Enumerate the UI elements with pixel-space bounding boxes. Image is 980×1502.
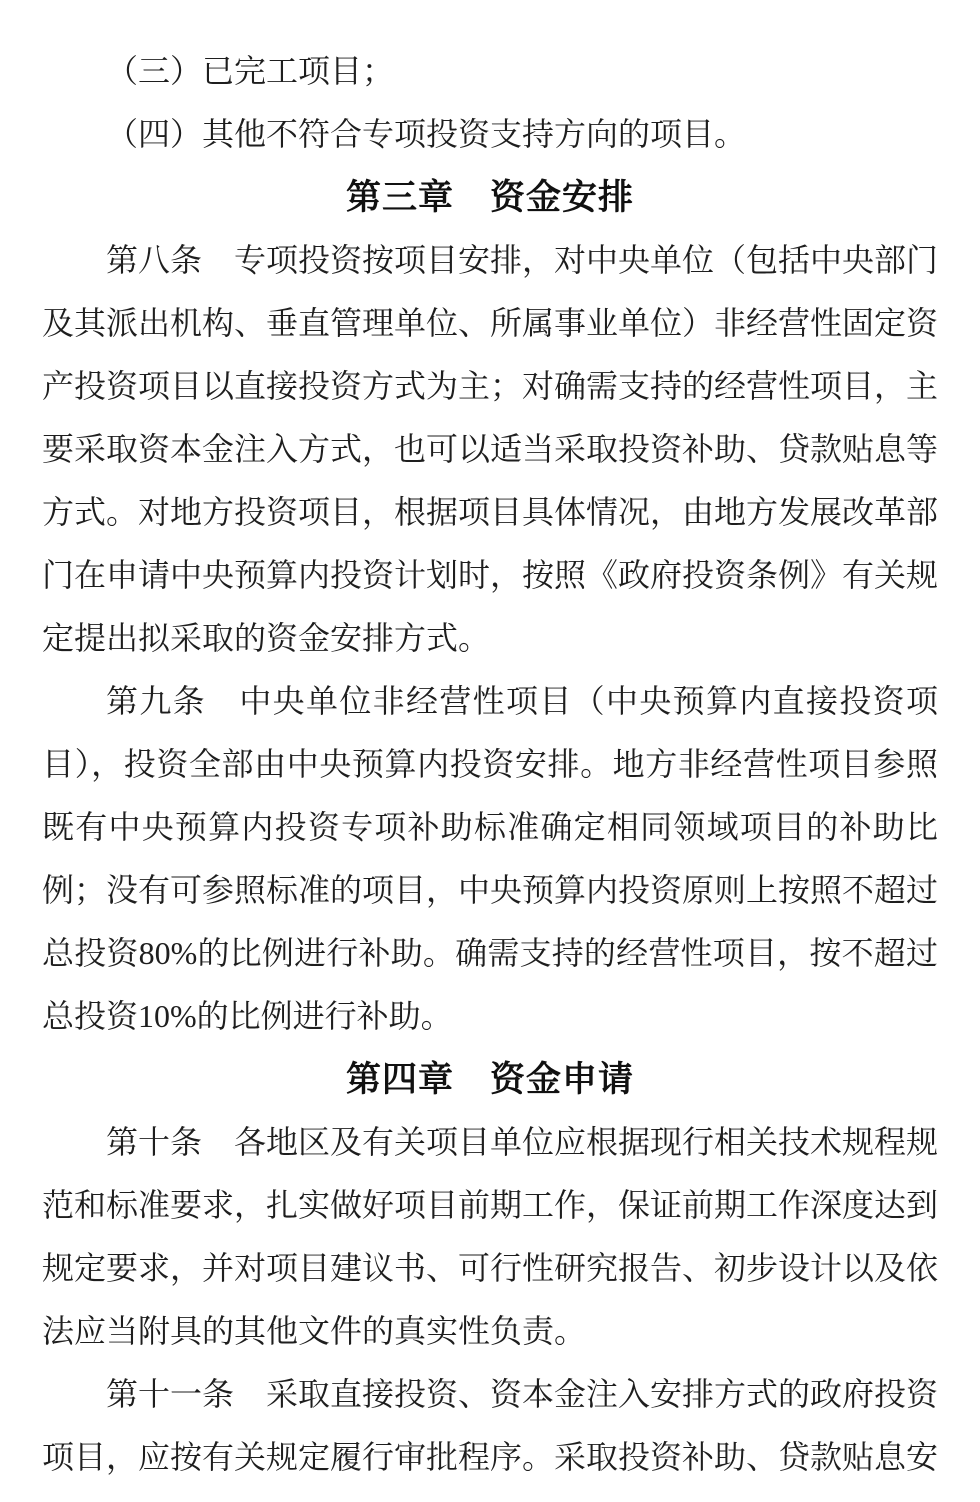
article-10-paragraph: 第十条 各地区及有关项目单位应根据现行相关技术规程规范和标准要求，扎实做好项目前期工作，保证前期工作深度达到规定要求，并对项目建议书、可行性研究报告、初步设计以及依法应当附具的其他文件的真实性负责。	[42, 1124, 939, 1349]
clause-item-three: （三）已完工项目；	[106, 53, 395, 89]
article-9-paragraph: 第九条 中央单位非经营性项目（中央预算内直接投资项目），投资全部由中央预算内投资安排。地方非经营性项目参照既有中央预算内投资专项补助标准确定相同领域项目的补助比例；没有可参照标准的项目，中央预算内投资原则上按照不超过总投资80%的比例进行补助。确需支持的经营性项目，按不超过总投资10%的比例进行补助。	[42, 683, 939, 1034]
article-11-paragraph: 第十一条 采取直接投资、资本金注入安排方式的政府投资项目，应按有关规定履行审批程序。采取投资补助、贷款贴息安	[42, 1376, 939, 1475]
chapter-heading-four: 第四章 资金申请	[345, 1060, 634, 1099]
chapter-heading-three: 第三章 资金安排	[345, 178, 634, 217]
clause-item-four: （四）其他不符合专项投资支持方向的项目。	[106, 116, 747, 152]
article-8-paragraph: 第八条 专项投资按项目安排，对中央单位（包括中央部门及其派出机构、垂直管理单位、所属事业单位）非经营性固定资产投资项目以直接投资方式为主；对确需支持的经营性项目，主要采取资本金注入方式，也可以适当采取投资补助、贷款贴息等方式。对地方投资项目，根据项目具体情况，由地方发展改革部门在申请中央预算内投资计划时，按照《政府投资条例》有关规定提出拟采取的资金安排方式。	[42, 242, 939, 656]
